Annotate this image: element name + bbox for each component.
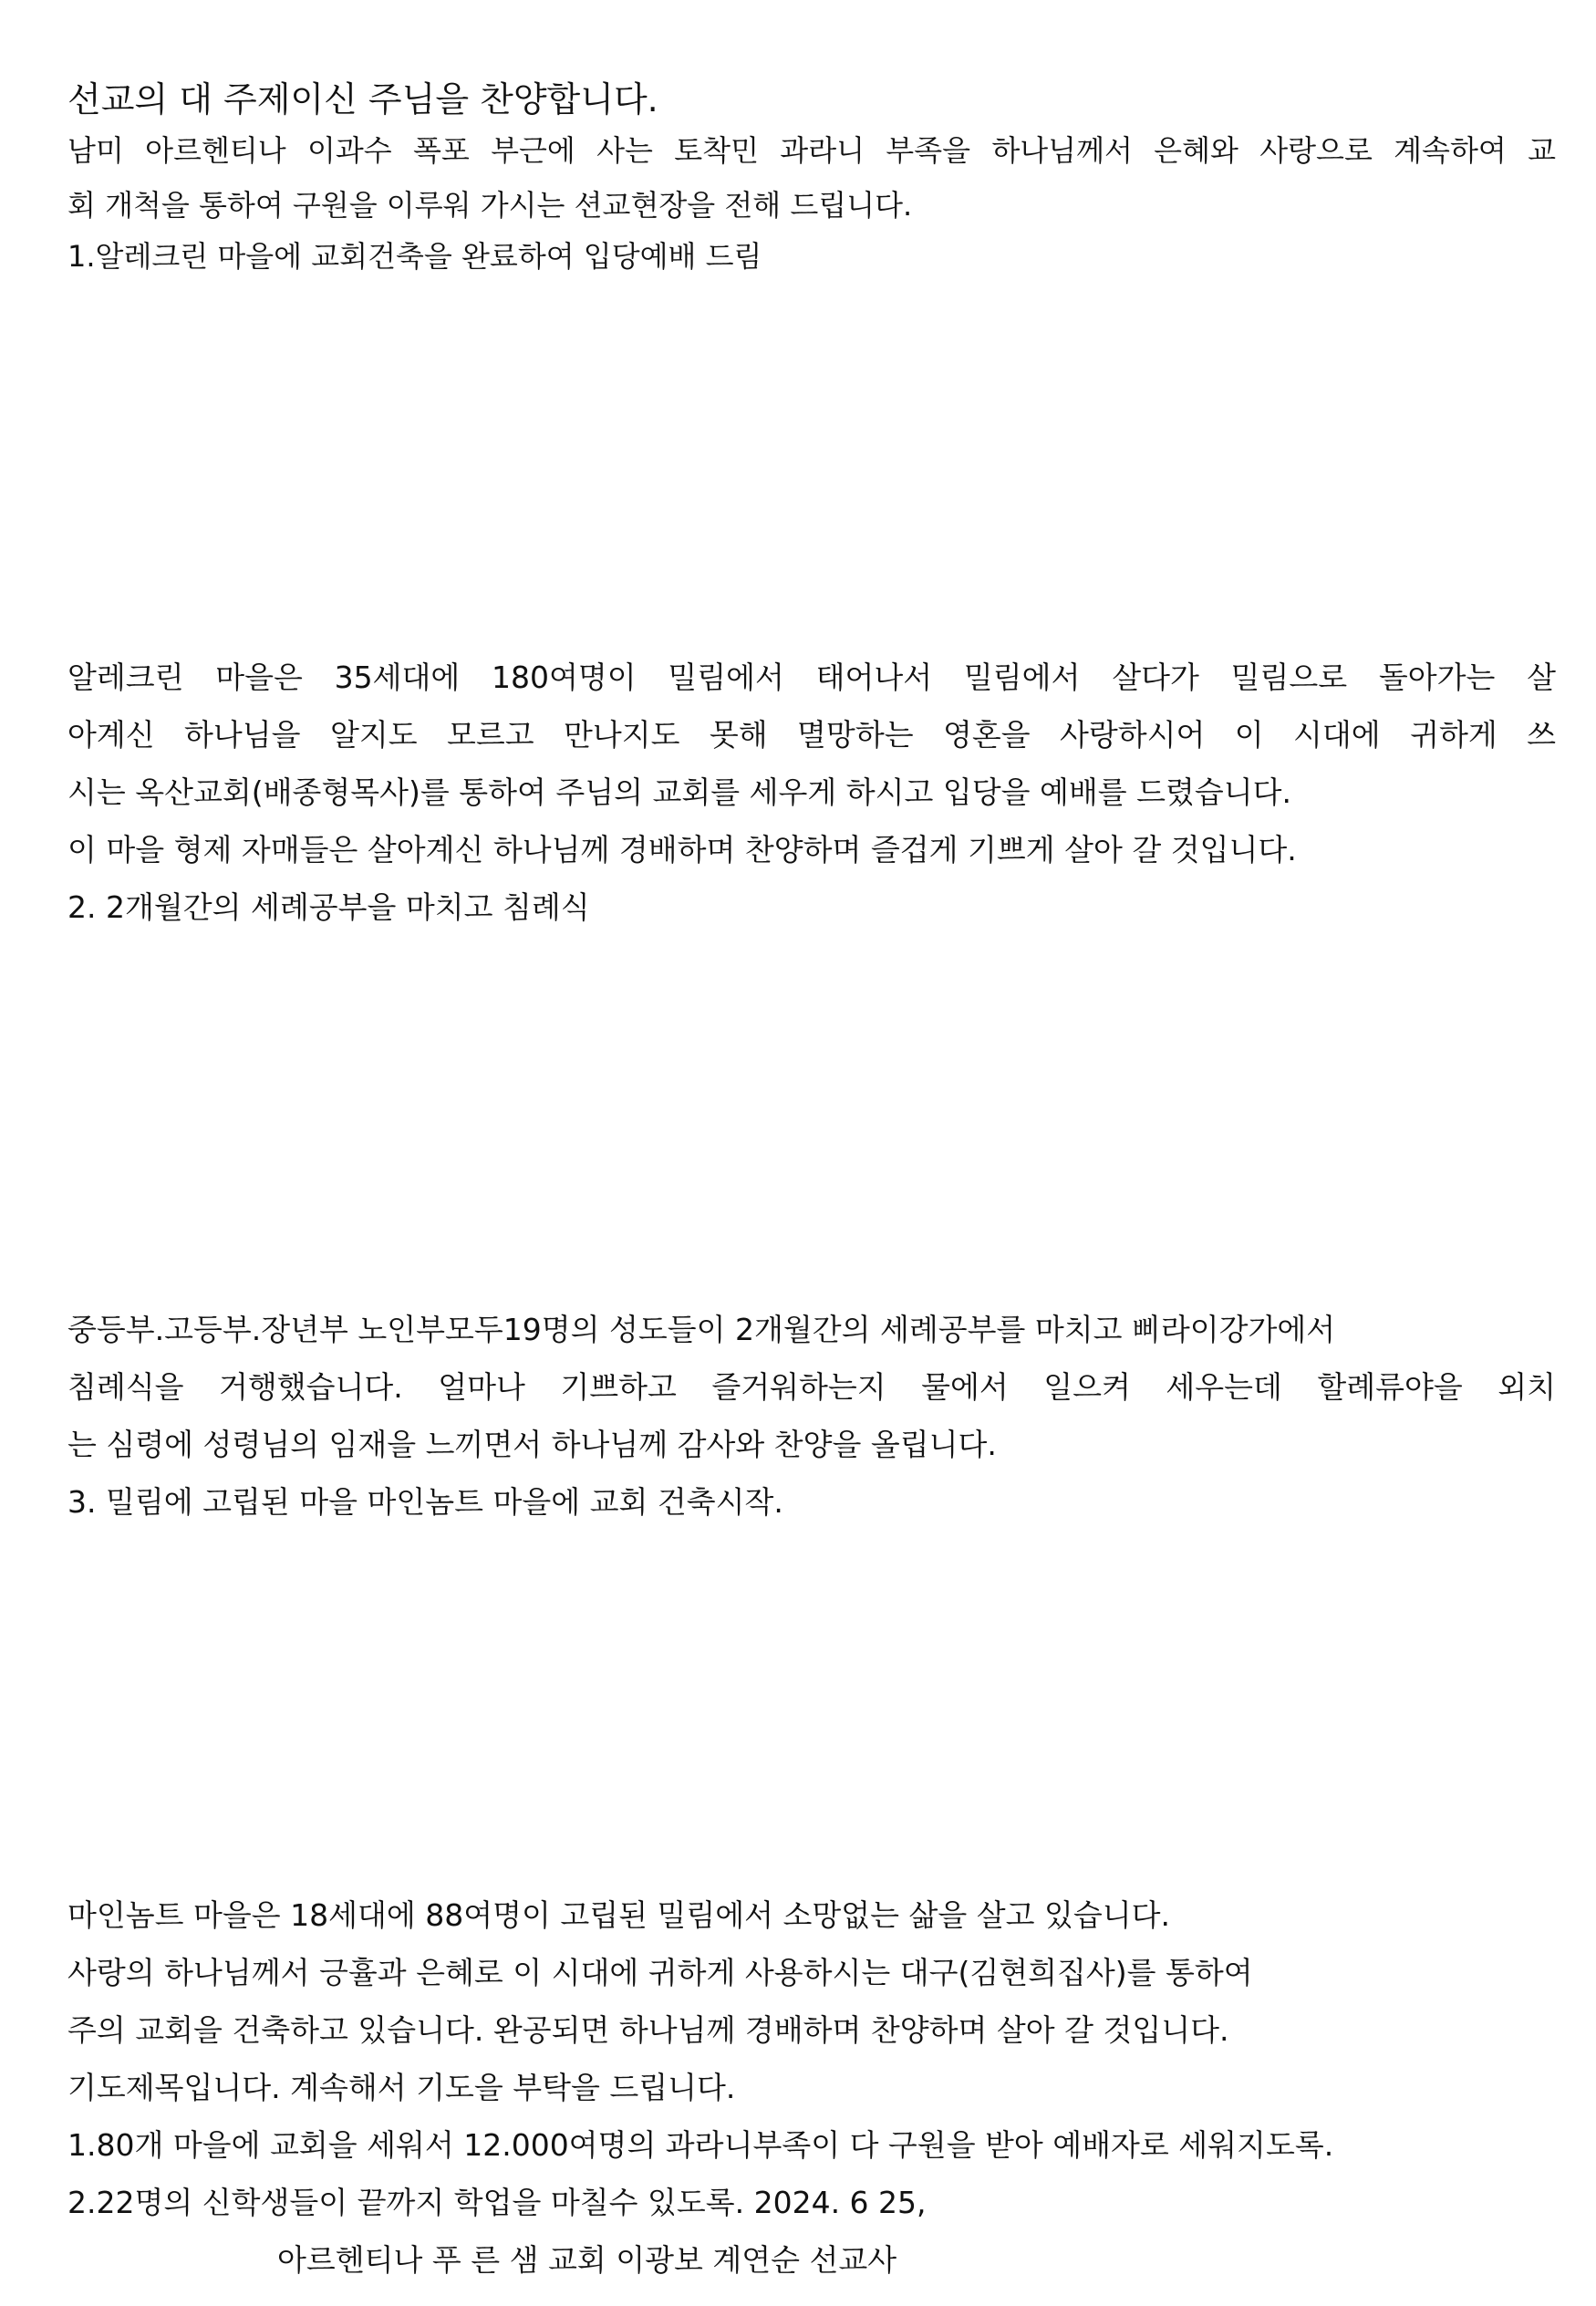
section-2-heading: 2. 2개월간의 세례공부을 마치고 침례식 (67, 889, 590, 925)
section-1-line-2: 아계신 하나님을 알지도 모르고 만나지도 못해 멸망하는 영혼을 사랑하시어 이 시대에 귀하게 쓰 (67, 717, 1556, 753)
photo-area-2 (67, 935, 1556, 1300)
prayer-item-2-and-date: 2.22명의 신학생들이 끝까지 학업을 마칠수 있도록. 2024. 6 25, (67, 2185, 927, 2220)
greeting-line: 선교의 대 주제이신 주님을 찬양합니다. (67, 79, 658, 119)
section-2-line-2: 침례식을 거행했습니다. 얼마나 기쁘하고 즐거워하는지 물에서 일으켜 세우는데 할례류야을 외치 (67, 1369, 1556, 1405)
prayer-heading: 기도제목입니다. 계속해서 기도을 부탁을 드립니다. (67, 2070, 736, 2105)
section-3-line-2: 사랑의 하나님께서 긍휼과 은혜로 이 시대에 귀하게 사용하시는 대구(김현희집사)를 통하여 (67, 1955, 1253, 1990)
section-2-line-1: 중등부.고등부.장년부 노인부모두19명의 성도들이 2개월간의 세례공부를 마치고 삐라이강가에서 (67, 1312, 1336, 1347)
section-3-line-3: 주의 교회을 건축하고 있습니다. 완공되면 하나님께 경배하며 찬양하며 살아 갈 것입니다. (67, 2012, 1229, 2048)
section-2-line-3: 는 심령에 성령님의 임재을 느끼면서 하나님께 감사와 찬양을 올립니다. (67, 1427, 997, 1462)
section-1-line-4: 이 마을 형제 자매들은 살아계신 하나님께 경배하며 찬양하며 즐겁게 기쁘게 살아 갈 것입니다. (67, 832, 1297, 867)
section-3-heading: 3. 밀림에 고립된 마을 마인놈트 마을에 교회 건축시작. (67, 1484, 783, 1520)
section-1-heading: 1.알레크린 마을에 교회건축을 완료하여 입당예배 드림 (67, 239, 762, 274)
prayer-item-1: 1.80개 마을에 교회을 세워서 12.000여명의 과라니부족이 다 구원을 받아 예배자로 세워지도록. (67, 2127, 1334, 2163)
photo-area-1 (67, 283, 1556, 648)
photo-area-3 (67, 1530, 1556, 1895)
signature-line: 아르헨티나 푸 른 샘 교회 이광보 계연순 선교사 (277, 2242, 897, 2278)
intro-line-2: 회 개척을 통하여 구원을 이루워 가시는 션교현장을 전해 드립니다. (67, 188, 913, 223)
section-1-line-3: 시는 옥산교회(배종형목사)를 통하여 주님의 교회를 세우게 하시고 입당을 예배를 드렸습니다. (67, 774, 1292, 810)
intro-line-1: 남미 아르헨티나 이과수 폭포 부근에 사는 토착민 과라니 부족을 하나님께서 은혜와 사랑으로 계속하여 교 (67, 133, 1556, 168)
section-1-line-1: 알레크린 마을은 35세대에 180여명이 밀림에서 태어나서 밀림에서 살다가 밀림으로 돌아가는 살 (67, 660, 1556, 695)
section-3-line-1: 마인놈트 마을은 18세대에 88여명이 고립된 밀림에서 소망없는 삶을 살고 있습니다. (67, 1897, 1170, 1933)
